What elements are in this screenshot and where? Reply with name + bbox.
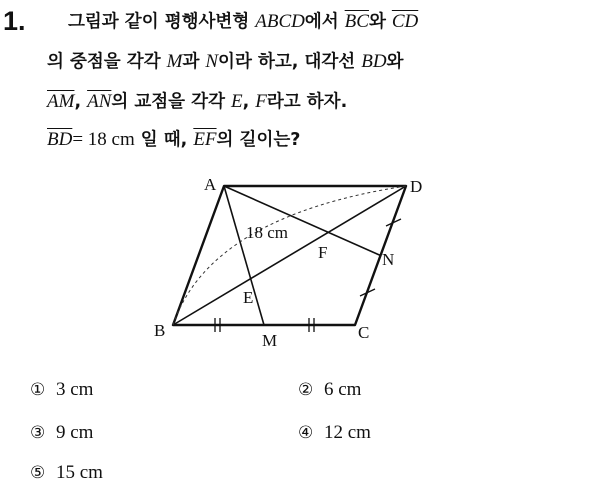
choice-text: 12 cm: [324, 422, 371, 443]
label-d: D: [410, 177, 423, 196]
label-e: E: [243, 288, 254, 307]
segment-cd: $\overline{CD}$: [391, 11, 419, 32]
point-n: N: [205, 51, 219, 72]
label-n: N: [382, 250, 395, 269]
point-m: M: [166, 51, 183, 72]
point-e: E: [231, 91, 243, 112]
stem-text: 에서: [304, 12, 339, 32]
label-a: A: [204, 175, 217, 194]
point-f: F: [255, 91, 267, 112]
label-m: M: [262, 331, 278, 350]
parallelogram-figure: [140, 168, 423, 358]
choice-marker: ⑤: [30, 463, 46, 483]
choice-marker: ②: [298, 380, 314, 400]
stem-text: 와: [368, 12, 386, 32]
choice-marker: ③: [30, 423, 46, 443]
stem-text: 라고 하자.: [266, 92, 348, 112]
stem-text: 이라 하고, 대각선: [218, 52, 356, 72]
label-bd-length: 18 cm: [246, 223, 289, 242]
stem-text: 의 길이는?: [216, 130, 301, 150]
parallelogram-name: ABCD: [255, 11, 305, 32]
stem-text: 일 때,: [140, 130, 188, 150]
stem-text: 그림과 같이 평행사변형: [68, 12, 250, 32]
comma: ,: [242, 92, 250, 112]
label-f: F: [318, 243, 328, 262]
label-c: C: [358, 323, 370, 342]
stem-text: 의 중점을 각각: [47, 52, 161, 72]
comma: ,: [74, 92, 82, 112]
stem-text: 와: [386, 52, 404, 72]
segment-am: $\overline{AM}$: [47, 91, 75, 112]
length-equation: = 18 cm: [72, 129, 135, 150]
choice-marker: ①: [30, 380, 46, 400]
question-stem-line-2: [47, 49, 403, 75]
question-stem-line-3: [47, 89, 347, 115]
choice-text: 9 cm: [56, 422, 94, 443]
label-b: B: [154, 321, 166, 340]
choice-marker: ④: [298, 423, 314, 443]
choice-text: 3 cm: [56, 379, 94, 400]
stem-text: 과: [182, 52, 200, 72]
segment-an: $\overline{AN}$: [87, 91, 112, 112]
choice-5[interactable]: [30, 461, 103, 485]
choice-2[interactable]: [298, 378, 361, 402]
diagonal-bd: BD: [361, 51, 387, 72]
choice-1[interactable]: [30, 378, 93, 402]
stem-text: 의 교점을 각각: [111, 92, 225, 112]
question-stem-line-1: [68, 9, 418, 35]
choice-4[interactable]: [298, 421, 371, 445]
choice-text: 6 cm: [324, 379, 362, 400]
question-number: 1.: [3, 6, 26, 36]
segment-bc: $\overline{BC}$: [344, 11, 369, 32]
segment-an-line: [224, 186, 381, 256]
choice-text: 15 cm: [56, 462, 103, 483]
choice-3[interactable]: [30, 421, 93, 445]
segment-ef: $\overline{EF}$: [193, 129, 217, 150]
segment-bd: $\overline{BD}$: [47, 129, 73, 150]
diagonal-bd-line: [173, 186, 406, 325]
question-stem-line-4: [47, 127, 300, 153]
